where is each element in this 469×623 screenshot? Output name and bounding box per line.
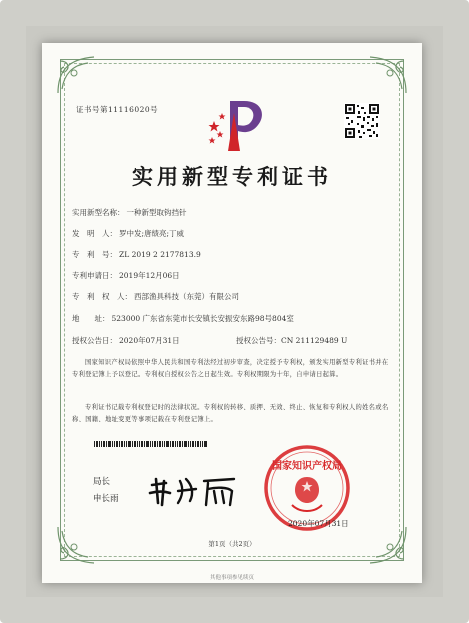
field-label: 授权公告号：	[236, 336, 281, 345]
inventor-row	[72, 228, 184, 239]
statement-paragraph-2: 专利证书记载专利权登记时的法律状况。专利权的转移、质押、无效、终止、恢复和专利权人的姓名或名称、国籍、地址变更等事项记载在专利登记簿上。	[72, 404, 389, 423]
grant-date-row	[72, 335, 180, 346]
field-value: 一种新型取钩挡针	[126, 208, 187, 217]
field-label: 实用新型名称：	[72, 208, 125, 217]
field-value: ZL 2019 2 2177813.9	[119, 250, 201, 259]
field-label: 授权公告日：	[72, 336, 117, 345]
barcode-icon	[94, 441, 208, 447]
field-value: 2020年07月31日	[119, 336, 180, 345]
grant-number-row	[236, 335, 347, 346]
certificate-paper	[42, 43, 422, 583]
field-label: 专 利 号：	[72, 250, 117, 259]
field-value: 罗中发;唐绩亮;丁威	[119, 229, 185, 238]
address-row	[72, 313, 294, 324]
patent-number-row	[72, 249, 201, 260]
field-label: 地 址：	[72, 314, 110, 323]
seal-date: 2020年07月31日	[288, 519, 349, 528]
director-title: 局长	[93, 477, 111, 487]
corner-ornament-icon	[356, 53, 410, 97]
footer-note: 其他事项参见续页	[209, 575, 254, 581]
field-value: 西部渔具科技（东莞）有限公司	[134, 292, 239, 301]
corner-ornament-icon	[54, 53, 108, 97]
certificate-number: 证书号第11116020号	[76, 105, 159, 114]
handwritten-signature-icon	[144, 471, 244, 511]
director-name: 申长雨	[93, 494, 119, 504]
page-number: 第1页（共2页）	[208, 540, 256, 548]
filing-date-row	[72, 270, 180, 281]
field-value: 2019年12月06日	[119, 271, 180, 280]
qr-code-icon	[344, 103, 380, 139]
certificate-title: 实用新型专利证书	[132, 164, 332, 189]
seal-text: 国家知识产权局	[272, 461, 342, 472]
patent-office-logo-icon	[200, 95, 272, 157]
field-label: 发 明 人：	[72, 229, 117, 238]
field-value: CN 211129489 U	[281, 336, 348, 345]
patentee-row	[72, 291, 239, 302]
field-label: 专 利 权 人：	[72, 292, 132, 301]
statement-paragraph-1: 国家知识产权局依照中华人民共和国专利法经过初步审查，决定授予专利权，颁发实用新型专利证书并在专利登记簿上予以登记。专利权自授权公告之日起生效。专利权期限为十年，自申请日起算。	[72, 359, 389, 378]
utility-model-name-row	[72, 207, 187, 218]
field-value: 523000 广东省东莞市长安镇长安振安东路98号804室	[111, 314, 294, 323]
field-label: 专利申请日：	[72, 271, 117, 280]
